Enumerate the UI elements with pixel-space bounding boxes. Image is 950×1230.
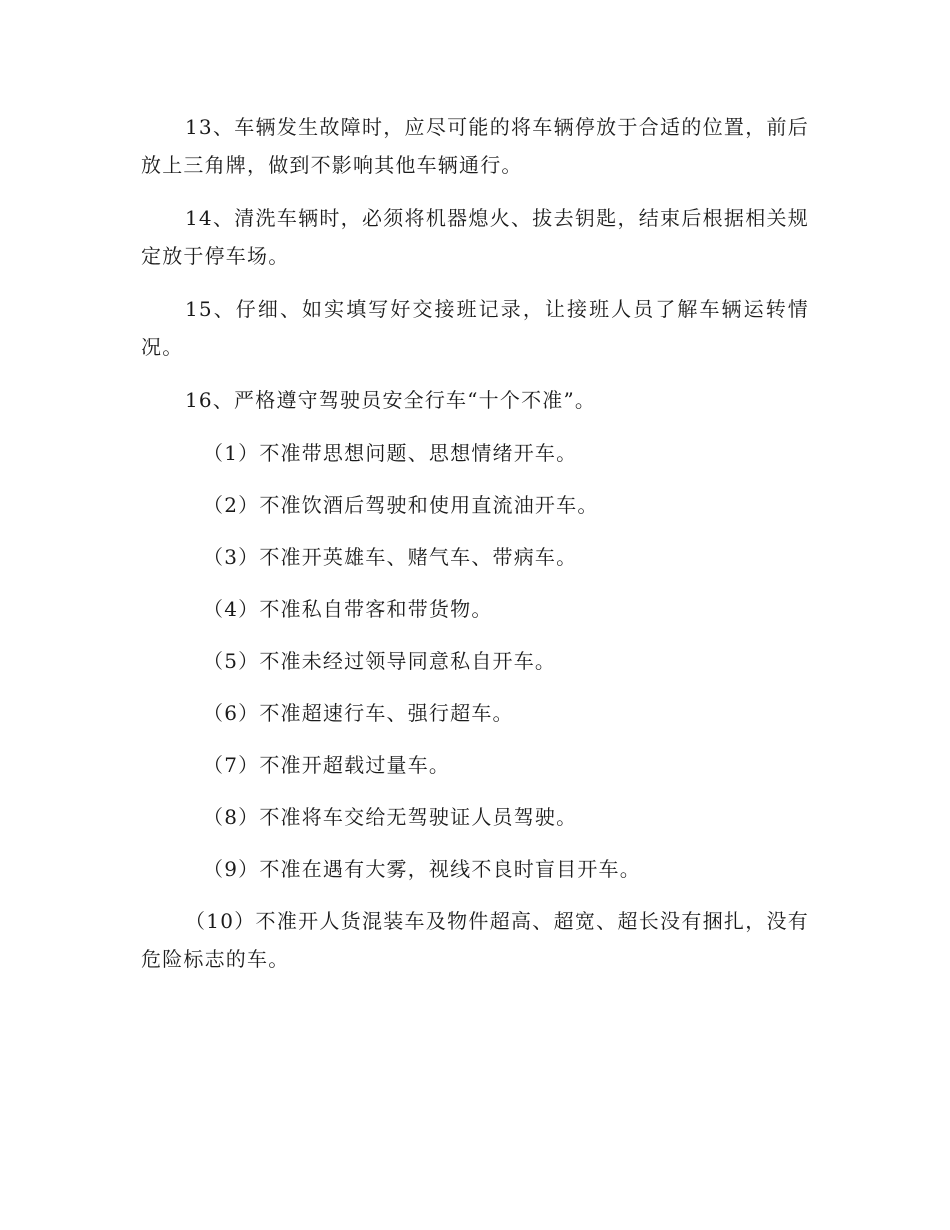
- rule-item-1: （1）不准带思想问题、思想情绪开车。: [203, 441, 578, 465]
- rule-item-4: （4）不准私自带客和带货物。: [203, 597, 493, 621]
- document-body: [141, 108, 809, 978]
- paragraph-14: 14、清洗车辆时，必须将机器熄火、拔去钥匙，结束后根据相关规定放于停车场。: [141, 206, 809, 268]
- paragraph-13: 13、车辆发生故障时，应尽可能的将车辆停放于合适的位置，前后放上三角牌，做到不影响其他车辆通行。: [141, 115, 809, 177]
- rule-item-8: （8）不准将车交给无驾驶证人员驾驶。: [203, 805, 578, 829]
- rule-item-6: （6）不准超速行车、强行超车。: [203, 701, 514, 725]
- paragraph-16: 16、严格遵守驾驶员安全行车“十个不准”。: [185, 388, 597, 412]
- rule-item-3: （3）不准开英雄车、赌气车、带病车。: [203, 545, 578, 569]
- rule-item-2: （2）不准饮酒后驾驶和使用直流油开车。: [203, 493, 599, 517]
- rule-item-9: （9）不准在遇有大雾，视线不良时盲目开车。: [203, 857, 641, 881]
- paragraph-15: 15、仔细、如实填写好交接班记录，让接班人员了解车辆运转情况。: [141, 297, 809, 359]
- rule-item-5: （5）不准未经过领导同意私自开车。: [203, 649, 557, 673]
- rule-item-7: （7）不准开超载过量车。: [203, 753, 451, 777]
- rule-item-10: （10）不准开人货混装车及物件超高、超宽、超长没有捆扎，没有危险标志的车。: [141, 909, 809, 971]
